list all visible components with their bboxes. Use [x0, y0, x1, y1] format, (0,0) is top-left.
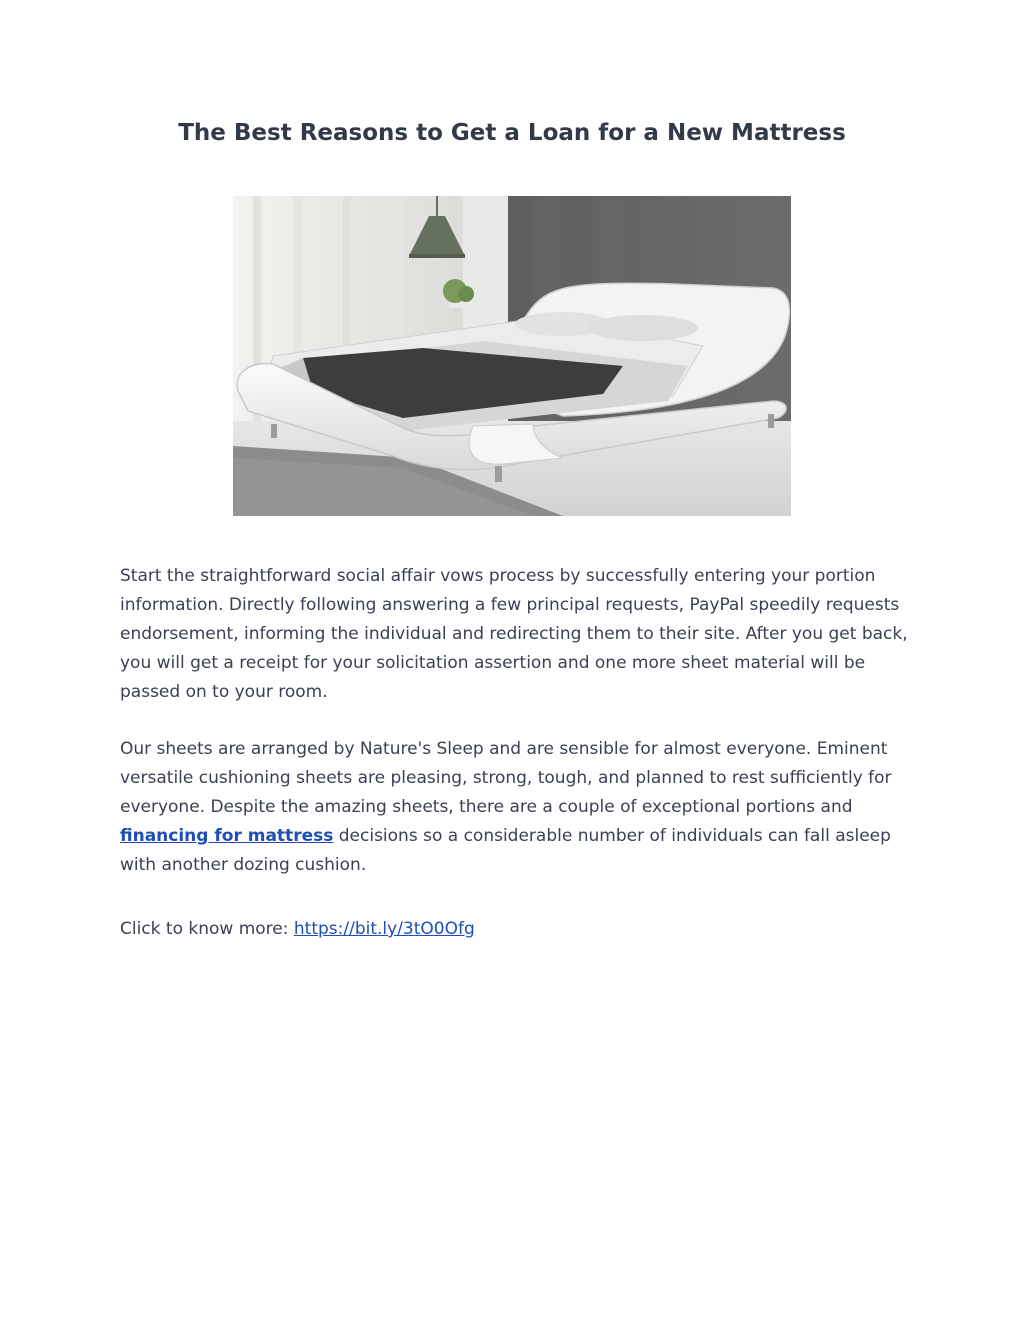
sheets-text-after: decisions so a considerable number of individuals can fall asleep with another dozing cushion. — [120, 825, 891, 875]
more-info-label: Click to know more: — [120, 919, 289, 939]
bed-photo — [233, 196, 791, 516]
more-info-line — [120, 915, 910, 944]
sheets-text-before: Our sheets are arranged by Nature's Sleep and are sensible for almost everyone. Eminent versatile cushioning sheets are pleasing, strong, tough, and planned to rest sufficiently for everyone. Despite the amazing sheets, there are a couple of exceptional portions and — [120, 739, 892, 817]
page-title: The Best Reasons to Get a Loan for a New Mattress — [178, 120, 846, 146]
more-info-link[interactable]: https://bit.ly/3tO0Ofg — [293, 919, 475, 939]
white-curved-bed-icon — [233, 196, 791, 516]
intro-paragraph: Start the straightforward social affair vows process by successfully entering your portion information. Directly following answering a few principal requests, PayPal speedily requests endorsement, informing the individual and redirecting them to their site. After you get back, you will get a receipt for your solicitation assertion and one more sheet material will be passed on to your room. — [120, 566, 908, 702]
sheets-paragraph — [120, 735, 910, 880]
financing-for-mattress-link[interactable]: financing for mattress — [120, 825, 334, 846]
